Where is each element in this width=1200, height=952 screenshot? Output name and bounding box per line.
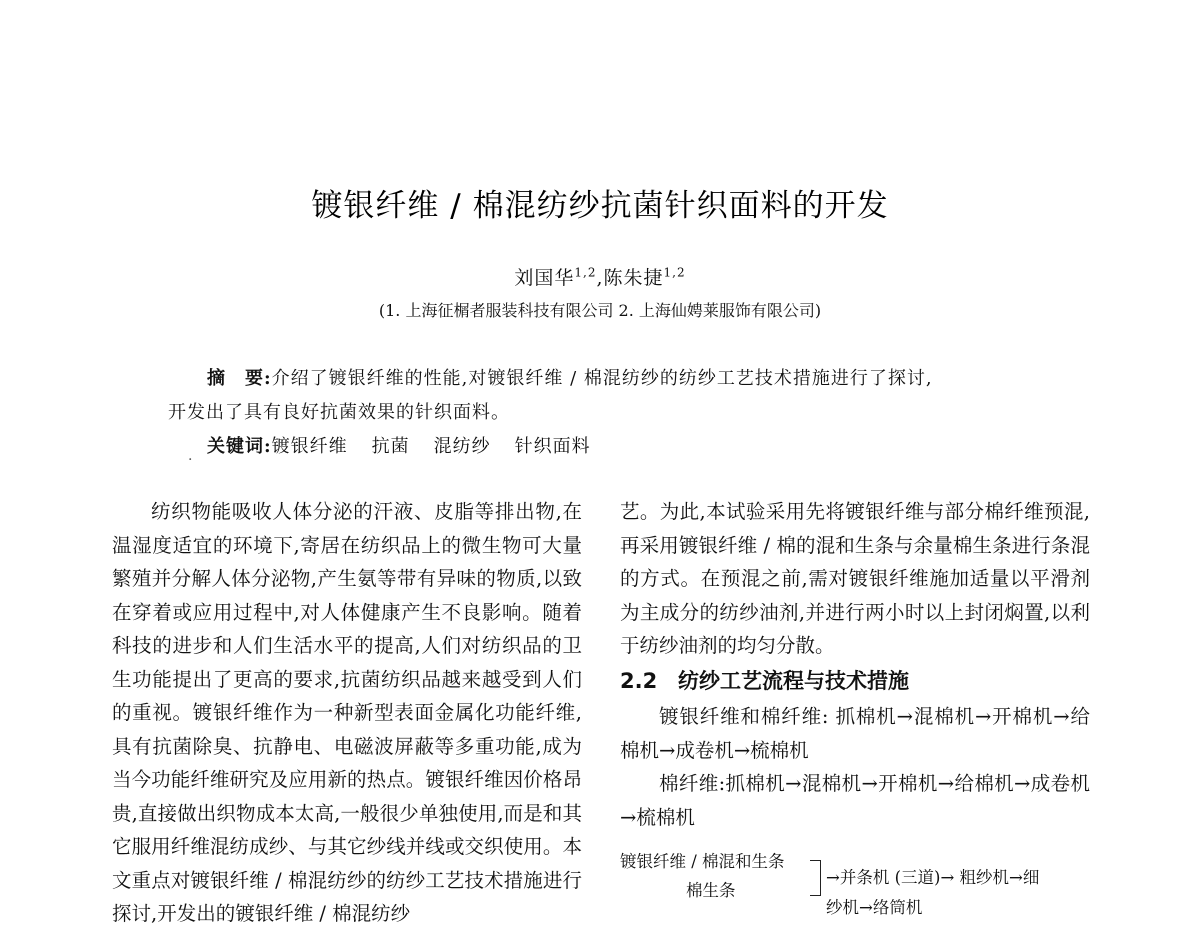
abstract-line-1 xyxy=(207,364,933,390)
abstract-text-1: 介绍了镀银纤维的性能,对镀银纤维 / 棉混纺纱的纺纱工艺技术措施进行了探讨, xyxy=(271,368,933,389)
stray-mark: . xyxy=(188,448,193,464)
paper-title: 镀银纤维 / 棉混纺纱抗菌针织面料的开发 xyxy=(311,188,889,224)
diagram-output-2: 纱机→络筒机 xyxy=(826,898,923,917)
merge-bracket xyxy=(810,860,821,896)
process-flow-cotton: 棉纤维:抓棉机→混棉机→开棉机→给棉机→成卷机→梳棉机 xyxy=(620,772,1090,829)
keywords-line xyxy=(207,432,591,458)
section-title: 纺纱工艺流程与技术措施 xyxy=(678,668,909,693)
author-separator: , xyxy=(596,267,604,289)
keywords-label: 关键词: xyxy=(207,436,272,457)
author-affiliation-mark: 1,2 xyxy=(574,265,597,280)
diagram-output-1: →并条机 (三道)→ 粗纱机→细 xyxy=(826,868,1040,887)
left-column xyxy=(112,495,582,931)
keyword: 抗菌 xyxy=(371,436,410,457)
process-diagram xyxy=(620,848,1090,918)
abstract-line-2: 开发出了具有良好抗菌效果的针织面料。 xyxy=(168,402,510,423)
keyword: 针织面料 xyxy=(514,436,591,457)
diagram-input-blend: 镀银纤维 / 棉混和生条 xyxy=(620,852,785,871)
section-number: 2.2 xyxy=(620,668,658,693)
author-name: 陈朱捷 xyxy=(603,267,664,289)
diagram-input-cotton: 棉生条 xyxy=(686,881,736,900)
right-column xyxy=(620,495,1090,834)
author-affiliation-mark: 1,2 xyxy=(663,265,686,280)
keyword: 镀银纤维 xyxy=(271,436,348,457)
keyword: 混纺纱 xyxy=(433,436,491,457)
author-line xyxy=(0,263,1200,290)
author-name: 刘国华 xyxy=(514,267,575,289)
body-paragraph: 艺。为此,本试验采用先将镀银纤维与部分棉纤维预混, 再采用镀银纤维 / 棉的混和生条与余量棉生条进行条混的方式。在预混之前,需对镀银纤维施加适量以平滑剂为主成分的纺纱油剂,并进行两小时以上封闭焖置,以利于纺纱油剂的均匀分散。 xyxy=(620,500,1090,657)
section-heading xyxy=(620,665,1090,699)
process-flow-silver: 镀银纤维和棉纤维: 抓棉机→混棉机→开棉机→给棉机→成卷机→梳棉机 xyxy=(620,705,1090,762)
affiliation-line: (1. 上海征榍者服装科技有限公司 2. 上海仙娉莱服饰有限公司) xyxy=(378,301,822,320)
abstract-label: 摘 要: xyxy=(207,368,272,389)
body-paragraph: 纺织物能吸收人体分泌的汗液、皮脂等排出物,在温湿度适宜的环境下,寄居在纺织品上的微生物可大量繁殖并分解人体分泌物,产生氨等带有异味的物质,以致在穿着或应用过程中,对人体健康产生不良影响。随着科技的进步和人们生活水平的提高,人们对纺织品的卫生功能提出了更高的要求,抗菌纺织品越来越受到人们的重视。镀银纤维作为一种新型表面金属化功能纤维,具有抗菌除臭、抗静电、电磁波屏蔽等多重功能,成为当今功能纤维研究及应用新的热点。镀银纤维因价格昂贵,直接做出织物成本太高,一般很少单独使用,而是和其它服用纤维混纺成纱、与其它纱线并线或交织使用。本文重点对镀银纤维 / 棉混纺纱的纺纱工艺技术措施进行探讨,开发出的镀银纤维 / 棉混纺纱 xyxy=(112,500,582,925)
